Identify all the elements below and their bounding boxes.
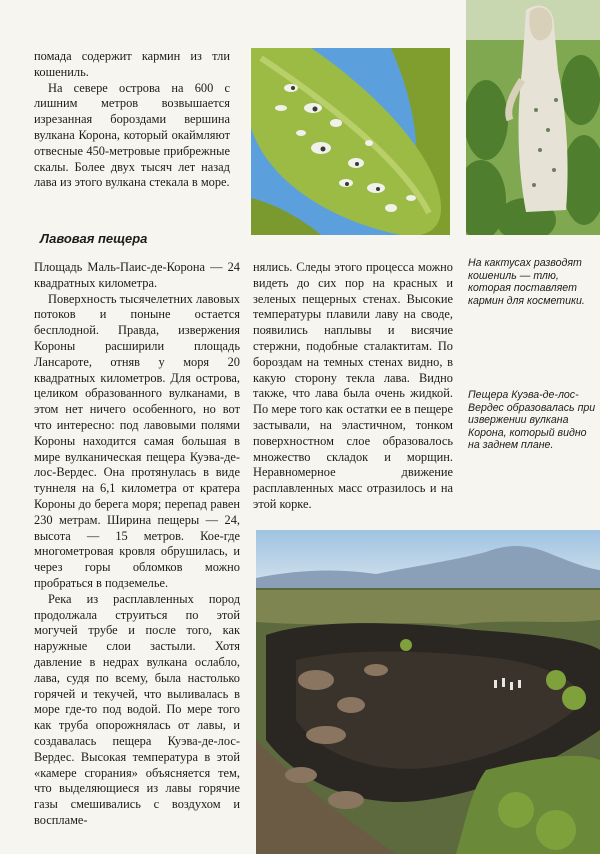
paragraph: помада содержит кармин из тли кошениль. bbox=[34, 49, 230, 79]
paragraph: Поверхность тысячелетних лавовых потоков и поныне остается бесплодной. Правда, извержения Короны расширили площадь Лансароте, отняв у моря 20 квадратных километров. Для острова, целиком образованного вулканами, в этом нет ничего особенного, но вот что интересно: под лавовыми полями Короны находится самая большая в мире вулканическая пещера Куэва-де-лос-Вердес. Она протянулась в виде туннеля на 6,1 километра от кратера Короны до берега моря; перепад равен 230 метрам. Ширина пещеры — 24, высота — 15 метров. Кое-где многометровая кровля обрушилась, и через горы обломков можно пробраться в подземелье. bbox=[34, 291, 240, 590]
paragraph: На севере острова на 600 с лишним метров возвышается изрезанная бороздами вершина вулкана Корона, который окаймляют отвесные 450-метровые прибрежные скалы. Более двух тысяч лет назад лава из этого вулкана стекала в море. bbox=[34, 80, 230, 190]
lava-cave-photo bbox=[256, 530, 600, 854]
woman-in-cactus-field-photo bbox=[466, 0, 600, 235]
paragraph: Река из расплавленных пород продолжала струиться по этой могучей трубе и после того, как наружные слои застыли. Хотя давление в недрах вулкана ослабло, лава, судя по всему, была настолько горячей и текучей, что выливалась в море где-то под водой. По мере того как труба опорожнялась от лавы, и создавалась пещера Куэва-де-лос-Вердес. Высокая температура в этой «камере сгорания» объясняется тем, что выделяющиеся из лавы горячие газы смешивались с воздухом и воспламе- bbox=[34, 591, 240, 827]
section-heading: Лавовая пещера bbox=[40, 231, 148, 246]
cave-photo-caption: Пещера Куэва-де-лос-Вердес образовалась при извержении вулкана Корона, который видно на заднем плане. bbox=[468, 389, 596, 452]
cactus-cochineal-photo bbox=[251, 48, 450, 235]
paragraph: Площадь Маль-Паис-де-Корона — 24 квадратных километра. bbox=[34, 260, 240, 290]
column1-main-text bbox=[34, 260, 240, 829]
paragraph: нялись. Следы этого процесса можно видеть до сих пор на красных и зеленых пещерных стенах. Высокие температуры плавили лаву на своде, появились наплывы и висячие стержни, подобные сталактитам. По бороздам на темных стенах видно, в какую сторону текла лава. Видно также, что лава была очень жидкой. По мере того как остатки ее в пещере застывали, на эластичном, тонком поверхностном слое образовалось множество складок и морщин. Неравномерное движение расплавленных масс отразилось и на этой корке. bbox=[253, 260, 453, 511]
column1-top-text bbox=[34, 49, 230, 191]
column2-main-text bbox=[253, 260, 453, 513]
cactus-photo-caption: На кактусах разводят кошениль — тлю, которая поставляет кармин для косметики. bbox=[468, 257, 585, 307]
